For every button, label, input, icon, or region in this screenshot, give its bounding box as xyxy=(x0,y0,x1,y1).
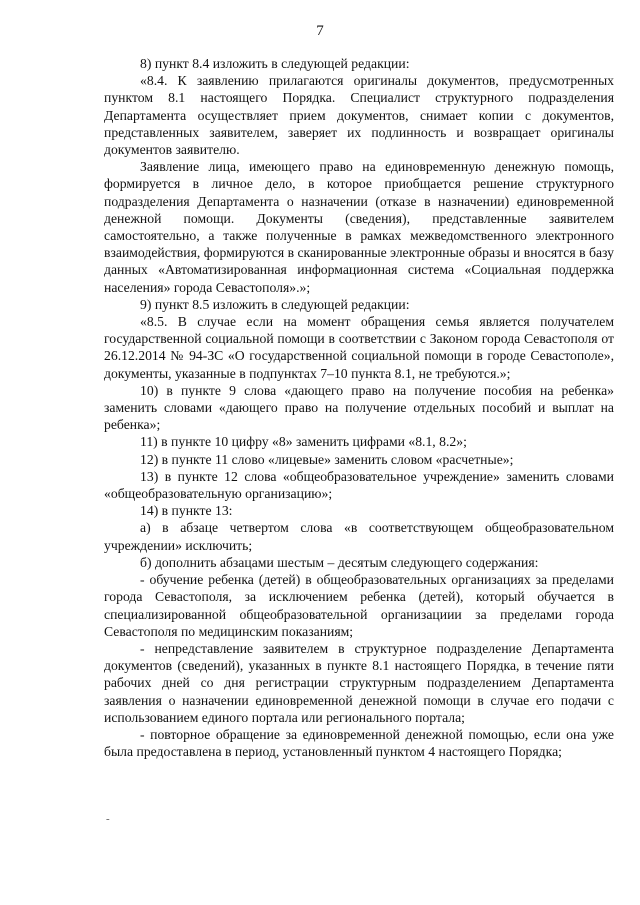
paragraph-application-file: Заявление лица, имеющего право на единовременную денежную помощь, формируется в личное дело, в которое приобщается решение структурного подразделения Департамента о назначении (отказе в назначении) единовременной денежной помощи. Документы (сведения), представленные заявителем самостоятельно, а также полученные в рамках межведомственного электронного взаимодействия, формируются в сканированные электронные образы и вносятся в базу данных «Автоматизированная информационная система «Социальная поддержка населения» города Севастополя».»; xyxy=(104,159,614,295)
paragraph-item-10: 10) в пункте 9 слова «дающего право на получение пособия на ребенка» заменить словами «дающего право на получение отдельных пособий и выплат на ребенка»; xyxy=(104,382,614,433)
paragraph-item-11: 11) в пункте 10 цифру «8» заменить цифрами «8.1, 8.2»; xyxy=(140,434,467,450)
paragraph-bullet-no-documents: - непредставление заявителем в структурное подразделение Департамента документов (сведений), указанных в пункте 8.1 настоящего Порядка, в течение пяти рабочих дней со дня регистрации структурным подразделением Департамента заявления о назначении единовременной денежной помощи в случае его подачи с использованием единого портала или регионального портала; xyxy=(104,640,614,725)
document-body xyxy=(104,55,614,760)
paragraph-8-4-text: «8.4. К заявлению прилагаются оригиналы документов, предусмотренных пунктом 8.1 настоящего Порядка. Специалист структурного подразделения Департамента осуществляет прием документов, снимает копии с документов, представленных заявителем, заверяет их подлинность и возвращает оригиналы документов заявителю. xyxy=(104,73,614,158)
paragraph-bullet-repeat-request: - повторное обращение за единовременной денежной помощью, если она уже была предоставлена в период, установленный пунктом 4 настоящего Порядка; xyxy=(104,726,614,760)
paragraph-item-14b: б) дополнить абзацами шестым – десятым следующего содержания: xyxy=(140,554,539,570)
margin-mark: - xyxy=(106,813,110,825)
paragraph-item-13: 13) в пункте 12 слова «общеобразовательное учреждение» заменить словами «общеобразовательную организацию»; xyxy=(104,468,614,502)
paragraph-item-8: 8) пункт 8.4 изложить в следующей редакции: xyxy=(140,56,410,71)
paragraph-8-5-text: «8.5. В случае если на момент обращения семья является получателем государственной социальной помощи в соответствии с Законом города Севастополя от 26.12.2014 № 94-ЗС «О государственной социальной помощи в городе Севастополе», документы, указанные в подпунктах 7–10 пункта 8.1, не требуются.»; xyxy=(104,314,614,381)
paragraph-item-12: 12) в пункте 11 слово «лицевые» заменить словом «расчетные»; xyxy=(140,451,514,467)
paragraph-bullet-out-of-city: - обучение ребенка (детей) в общеобразовательных организациях за пределами города Севастополя, за исключением ребенка (детей), который обучается в специализированной общеобразовательной организациии за пределами города Севастополя по медицинским показаниям; xyxy=(104,572,614,639)
paragraph-item-14a: а) в абзаце четвертом слова «в соответствующем общеобразовательном учреждении» исключить; xyxy=(104,520,614,553)
paragraph-item-9: 9) пункт 8.5 изложить в следующей редакции: xyxy=(140,296,410,312)
page-number: 7 xyxy=(316,23,324,39)
paragraph-item-14: 14) в пункте 13: xyxy=(140,503,233,519)
